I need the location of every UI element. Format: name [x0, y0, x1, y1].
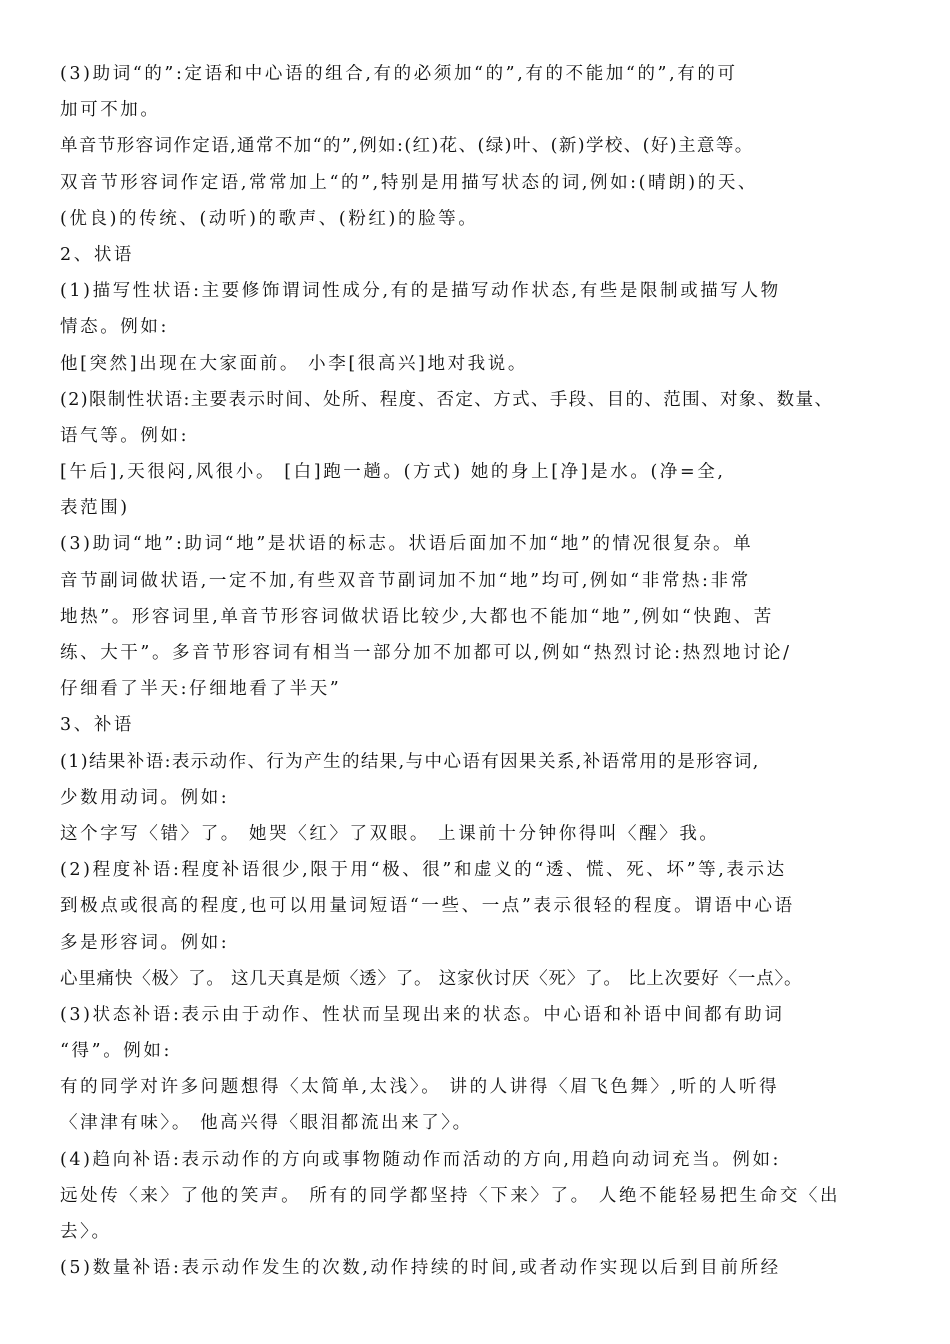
text-line: “得”。例如: [60, 1041, 172, 1062]
section-heading: 3、补语 [60, 715, 135, 736]
text-line: 多是形容词。例如: [60, 932, 230, 953]
text-line: 到极点或很高的程度,也可以用量词短语“一些、一点”表示很轻的程度。谓语中心语 [60, 896, 795, 917]
example-line: [午后],天很闷,风很小。 [白]跑一趟。(方式) 她的身上[净]是水。(净=全, [60, 462, 726, 483]
text-line: 表范围) [60, 498, 130, 519]
text-line: (4)趋向补语:表示动作的方向或事物随动作而活动的方向,用趋向动词充当。例如: [60, 1149, 782, 1170]
example-line: 远处传〈来〉了他的笑声。 所有的同学都坚持〈下来〉了。 人绝不能轻易把生命交〈出 [60, 1185, 841, 1206]
example-line: 〈津津有味〉。 他高兴得〈眼泪都流出来了〉。 [60, 1113, 473, 1134]
text-line: 练、大干”。多音节形容词有相当一部分加不加都可以,例如“热烈讨论:热烈地讨论/ [60, 643, 792, 663]
example-line: 去〉。 [60, 1222, 112, 1242]
text-line: (1)结果补语:表示动作、行为产生的结果,与中心语有因果关系,补语常用的是形容词, [60, 751, 760, 772]
example-line: 心里痛快〈极〉了。 这几天真是烦〈透〉了。 这家伙讨厌〈死〉了。 比上次要好〈一点〉。 [60, 968, 803, 989]
text-line: (5)数量补语:表示动作发生的次数,动作持续的时间,或者动作实现以后到目前所经 [60, 1258, 781, 1279]
document-page [60, 56, 910, 1286]
text-line: (3)助词“的”:定语和中心语的组合,有的必须加“的”,有的不能加“的”,有的可 [60, 64, 738, 84]
text-line: 仔细看了半天:仔细地看了半天” [60, 679, 342, 700]
text-line: (2)程度补语:程度补语很少,限于用“极、很”和虚义的“透、慌、死、坏”等,表示达 [60, 860, 787, 881]
example-line: 有的同学对许多问题想得〈太简单,太浅〉。 讲的人讲得〈眉飞色舞〉,听的人听得 [60, 1077, 780, 1098]
text-line: 音节副词做状语,一定不加,有些双音节副词加不加“地”均可,例如“非常热:非常 [60, 570, 751, 591]
text-line: (优良)的传统、(动听)的歌声、(粉红)的脸等。 [60, 208, 479, 229]
text-line: 地热”。形容词里,单音节形容词做状语比较少,大都也不能加“地”,例如“快跑、苦 [60, 606, 774, 627]
text-line: (3)助词“地”:助词“地”是状语的标志。状语后面加不加“地”的情况很复杂。单 [60, 534, 754, 555]
text-line: (3)状态补语:表示由于动作、性状而呈现出来的状态。中心语和补语中间都有助词 [60, 1004, 785, 1025]
text-line: 语气等。例如: [60, 425, 190, 446]
text-line: 情态。例如: [60, 317, 169, 338]
text-line: (2)限制性状语:主要表示时间、处所、程度、否定、方式、手段、目的、范围、对象、数量、 [60, 389, 834, 410]
section-heading: 2、状语 [60, 244, 135, 265]
text-line: 少数用动词。例如: [60, 787, 230, 808]
text-line: 双音节形容词作定语,常常加上“的”,特别是用描写状态的词,例如:(晴朗)的天、 [60, 172, 759, 193]
text-line: 加可不加。 [60, 100, 161, 121]
text-line: 单音节形容词作定语,通常不加“的”,例如:(红)花、(绿)叶、(新)学校、(好)主意等。 [60, 136, 754, 157]
example-line: 他[突然]出现在大家面前。 小李[很高兴]地对我说。 [60, 353, 528, 374]
example-line: 这个字写〈错〉了。 她哭〈红〉了双眼。 上课前十分钟你得叫〈醒〉我。 [60, 823, 720, 844]
text-line: (1)描写性状语:主要修饰谓词性成分,有的是描写动作状态,有些是限制或描写人物 [60, 281, 781, 302]
